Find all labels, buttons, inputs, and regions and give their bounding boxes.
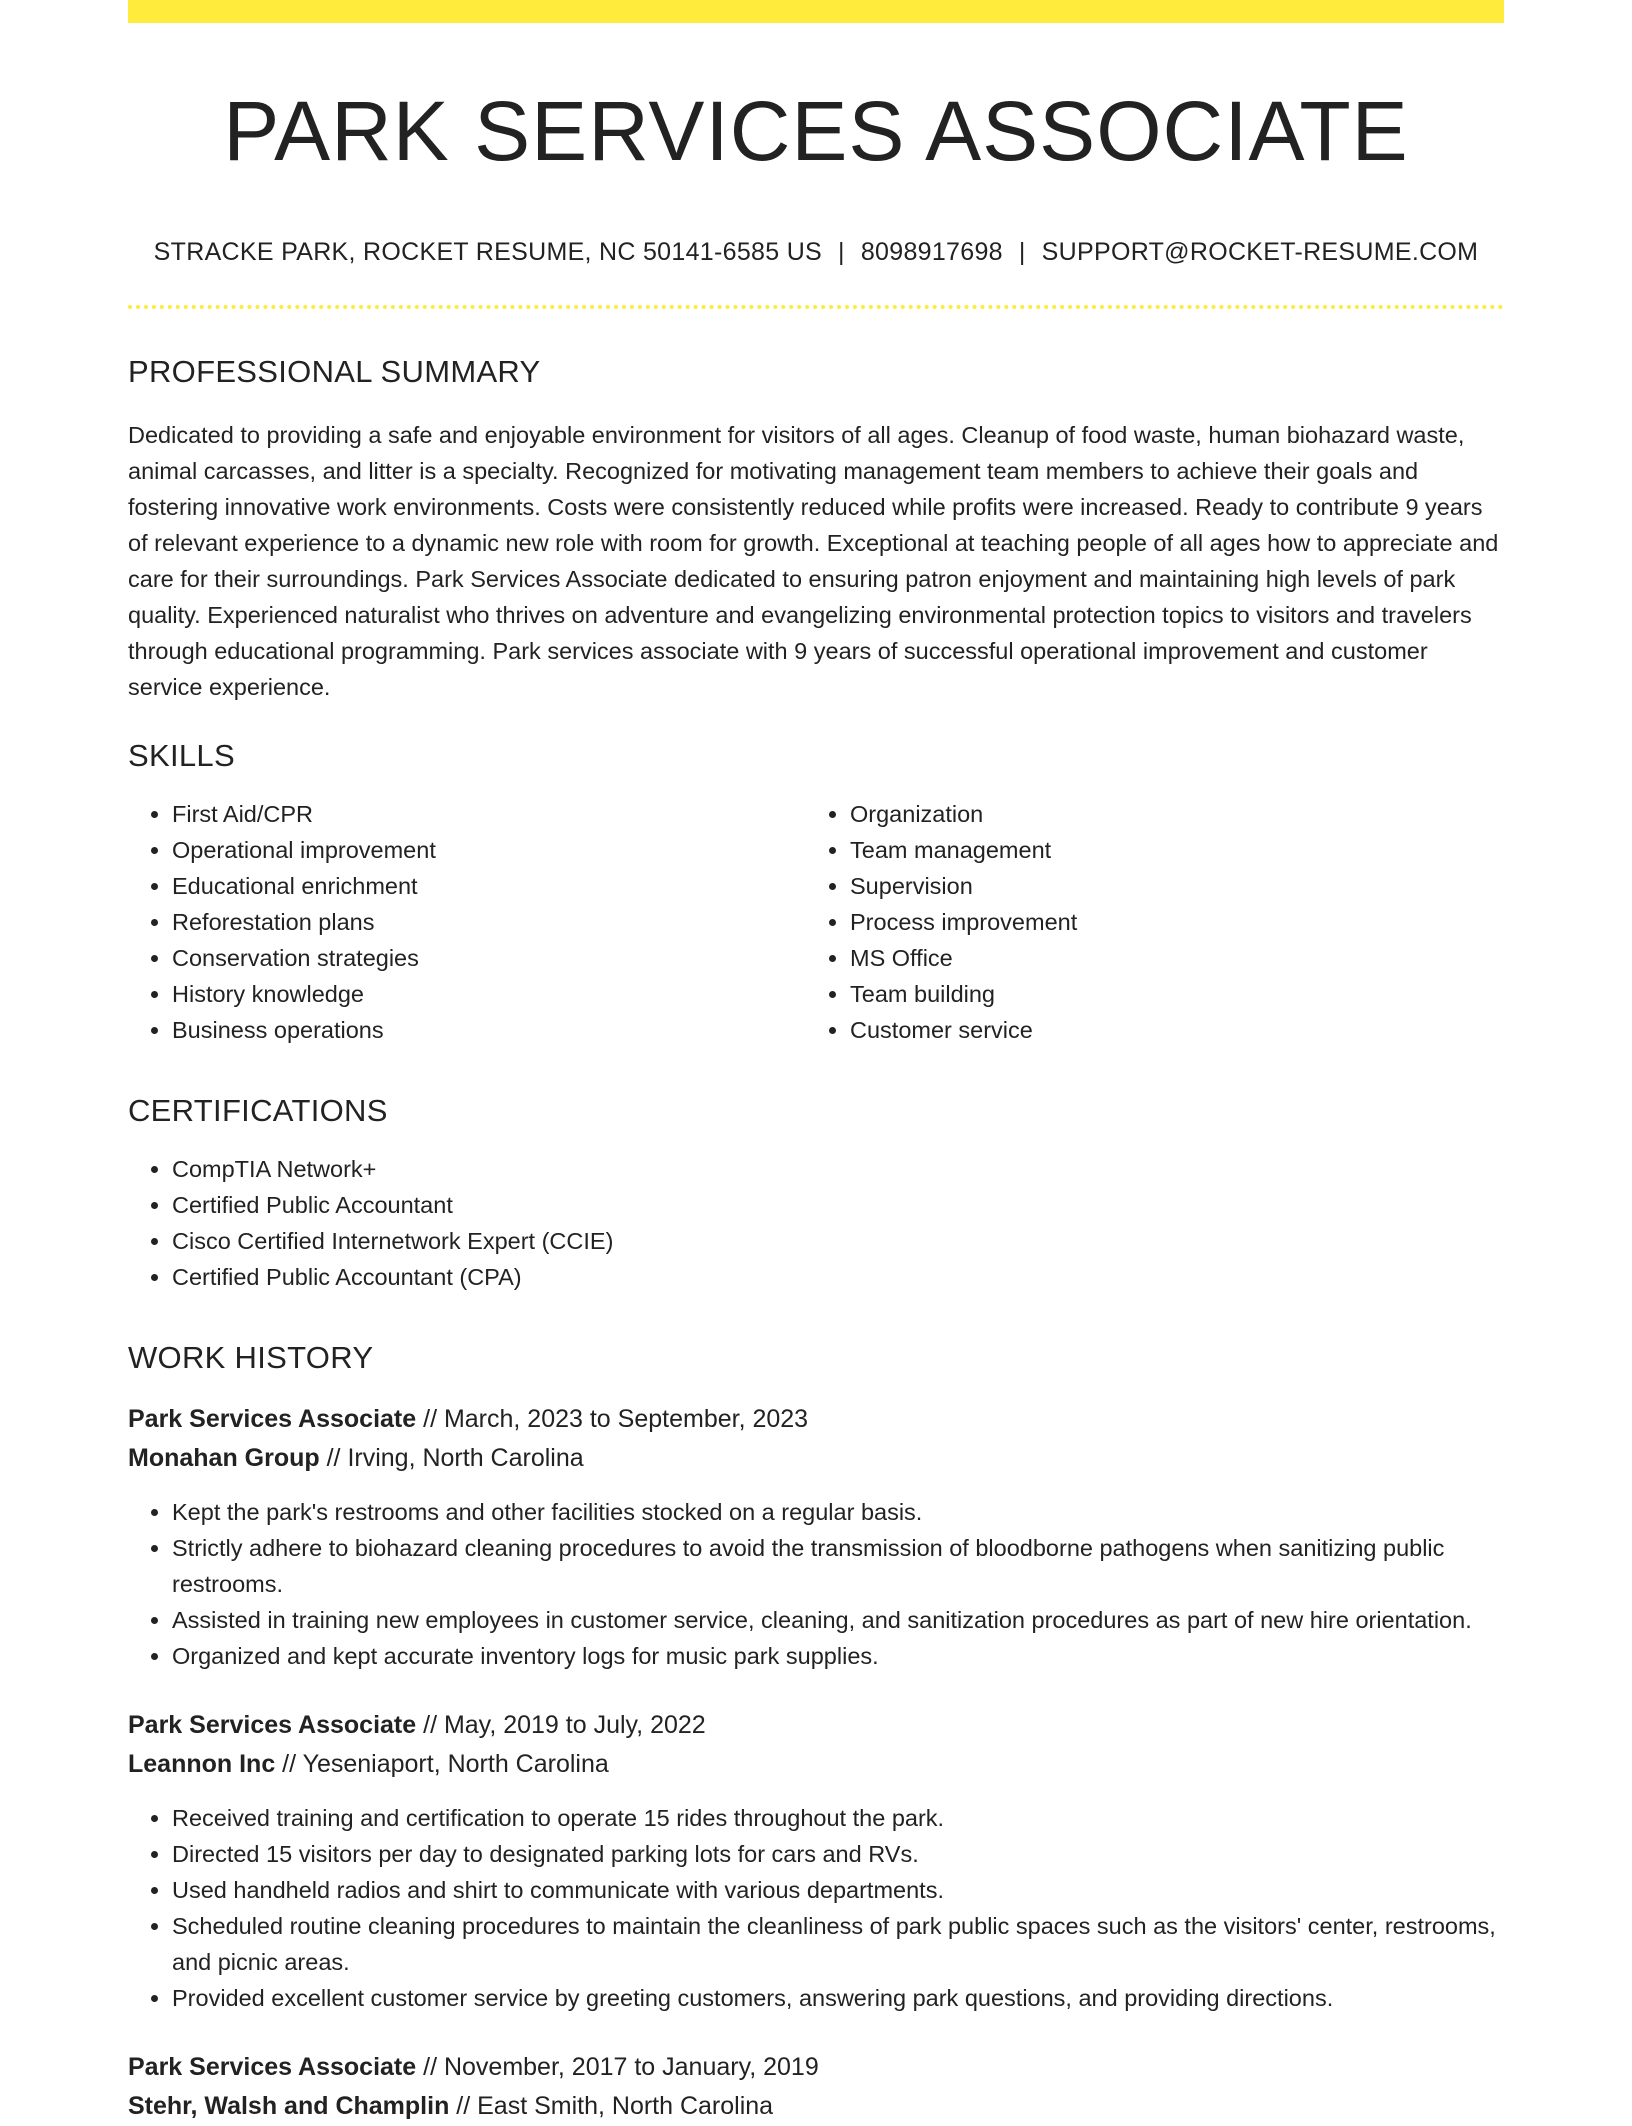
skill-item: • Organization — [850, 796, 1484, 832]
skill-item: • Team management — [850, 832, 1484, 868]
job-bullet: • Received training and certification to operate 15 rides throughout the park. — [172, 1800, 1504, 1836]
job-bullet: • Organized and kept accurate inventory logs for music park supplies. — [172, 1638, 1504, 1674]
contact-phone: 8098917698 — [860, 238, 1003, 267]
top-accent-bar — [128, 0, 1504, 23]
job-company-line — [128, 1439, 1504, 1478]
skill-item: • First Aid/CPR — [172, 796, 806, 832]
job-company-line — [128, 2087, 1504, 2126]
work-history-heading: WORK HISTORY — [128, 1339, 374, 1375]
contact-address: STRACKE PARK, ROCKET RESUME, NC 50141-6585 US — [153, 238, 823, 267]
job-bullet: • Provided excellent customer service by greeting customers, answering park questions, and providing directions. — [172, 1980, 1504, 2016]
job-dates: // November, 2017 to January, 2019 — [416, 2053, 819, 2082]
job-bullets — [128, 1494, 1504, 1674]
job-bullet: • Scheduled routine cleaning procedures to maintain the cleanliness of park public spaces such as the visitors' center, restrooms, and picnic areas. — [172, 1908, 1504, 1980]
job-company: Monahan Group — [128, 1444, 320, 1473]
job-company-line — [128, 1745, 1504, 1784]
job-dates: // May, 2019 to July, 2022 — [416, 1711, 706, 1740]
job-dates: // March, 2023 to September, 2023 — [416, 1405, 809, 1434]
skill-item: • Educational enrichment — [172, 868, 806, 904]
skill-item: • Supervision — [850, 868, 1484, 904]
skills-left-list — [128, 796, 806, 1048]
job-bullet: • Assisted in training new employees in customer service, cleaning, and sanitization procedures as part of new hire orientation. — [172, 1602, 1504, 1638]
job-bullet: • Directed 15 visitors per day to designated parking lots for cars and RVs. — [172, 1836, 1504, 1872]
resume-title: PARK SERVICES ASSOCIATE — [223, 84, 1409, 178]
job-location: // East Smith, North Carolina — [449, 2092, 774, 2121]
job-company: Stehr, Walsh and Champlin — [128, 2092, 450, 2121]
job-role-line — [128, 2048, 1504, 2087]
certification-item: • Certified Public Accountant — [172, 1187, 1504, 1223]
dotted-divider — [128, 305, 1504, 309]
job-location: // Yeseniaport, North Carolina — [275, 1750, 609, 1779]
job-bullets — [128, 1800, 1504, 2016]
summary-text: Dedicated to providing a safe and enjoyable environment for visitors of all ages. Cleanup of food waste, human biohazard waste, animal carcasses, and litter is a specialty. Recognized for motivating management team members to achieve their goals and fostering innovative work environments. Costs were consistently reduced while profits were increased. Ready to contribute 9 years of relevant experience to a dynamic new role with room for growth. Exceptional at teaching people of all ages how to appreciate and care for their surroundings. Park Services Associate dedicated to ensuring patron enjoyment and maintaining high levels of park quality. Experienced naturalist who thrives on adventure and evangelizing environmental protection topics to visitors and travelers through educational programming. Park services associate with 9 years of successful operational improvement and customer service experience. — [128, 421, 1499, 700]
job-role-line — [128, 1400, 1504, 1439]
contact-separator: | — [1018, 238, 1026, 267]
job-entry — [128, 1706, 1504, 2016]
certifications-heading: CERTIFICATIONS — [128, 1092, 388, 1128]
contact-email: SUPPORT@ROCKET-RESUME.COM — [1041, 238, 1479, 267]
job-role: Park Services Associate — [128, 2053, 417, 2082]
certification-item: • Cisco Certified Internetwork Expert (CCIE) — [172, 1223, 1504, 1259]
contact-separator: | — [838, 238, 845, 267]
certification-item: • CompTIA Network+ — [172, 1151, 1504, 1187]
job-bullet: • Used handheld radios and shirt to communicate with various departments. — [172, 1872, 1504, 1908]
skill-item: • History knowledge — [172, 976, 806, 1012]
skill-item: • MS Office — [850, 940, 1484, 976]
skill-item: • Operational improvement — [172, 832, 806, 868]
job-entry — [128, 2048, 1504, 2126]
skill-item: • Reforestation plans — [172, 904, 806, 940]
job-bullet: • Kept the park's restrooms and other facilities stocked on a regular basis. — [172, 1494, 1504, 1530]
job-role: Park Services Associate — [128, 1405, 417, 1434]
skills-columns — [128, 796, 1504, 1048]
job-entry — [128, 1400, 1504, 1674]
job-bullet: • Strictly adhere to biohazard cleaning procedures to avoid the transmission of bloodborne pathogens when sanitizing public restrooms. — [172, 1530, 1504, 1602]
skill-item: • Customer service — [850, 1012, 1484, 1048]
certification-item: • Certified Public Accountant (CPA) — [172, 1259, 1504, 1295]
skills-heading: SKILLS — [128, 737, 235, 773]
job-company: Leannon Inc — [128, 1750, 276, 1779]
job-location: // Irving, North Carolina — [319, 1444, 584, 1473]
skills-right-list — [806, 796, 1484, 1048]
summary-heading: PROFESSIONAL SUMMARY — [128, 354, 541, 390]
certifications-list — [128, 1151, 1504, 1295]
skill-item: • Business operations — [172, 1012, 806, 1048]
skill-item: • Team building — [850, 976, 1484, 1012]
skill-item: • Process improvement — [850, 904, 1484, 940]
skill-item: • Conservation strategies — [172, 940, 806, 976]
contact-line — [128, 237, 1504, 267]
job-role: Park Services Associate — [128, 1711, 417, 1740]
job-role-line — [128, 1706, 1504, 1745]
resume-page — [128, 0, 1504, 2126]
